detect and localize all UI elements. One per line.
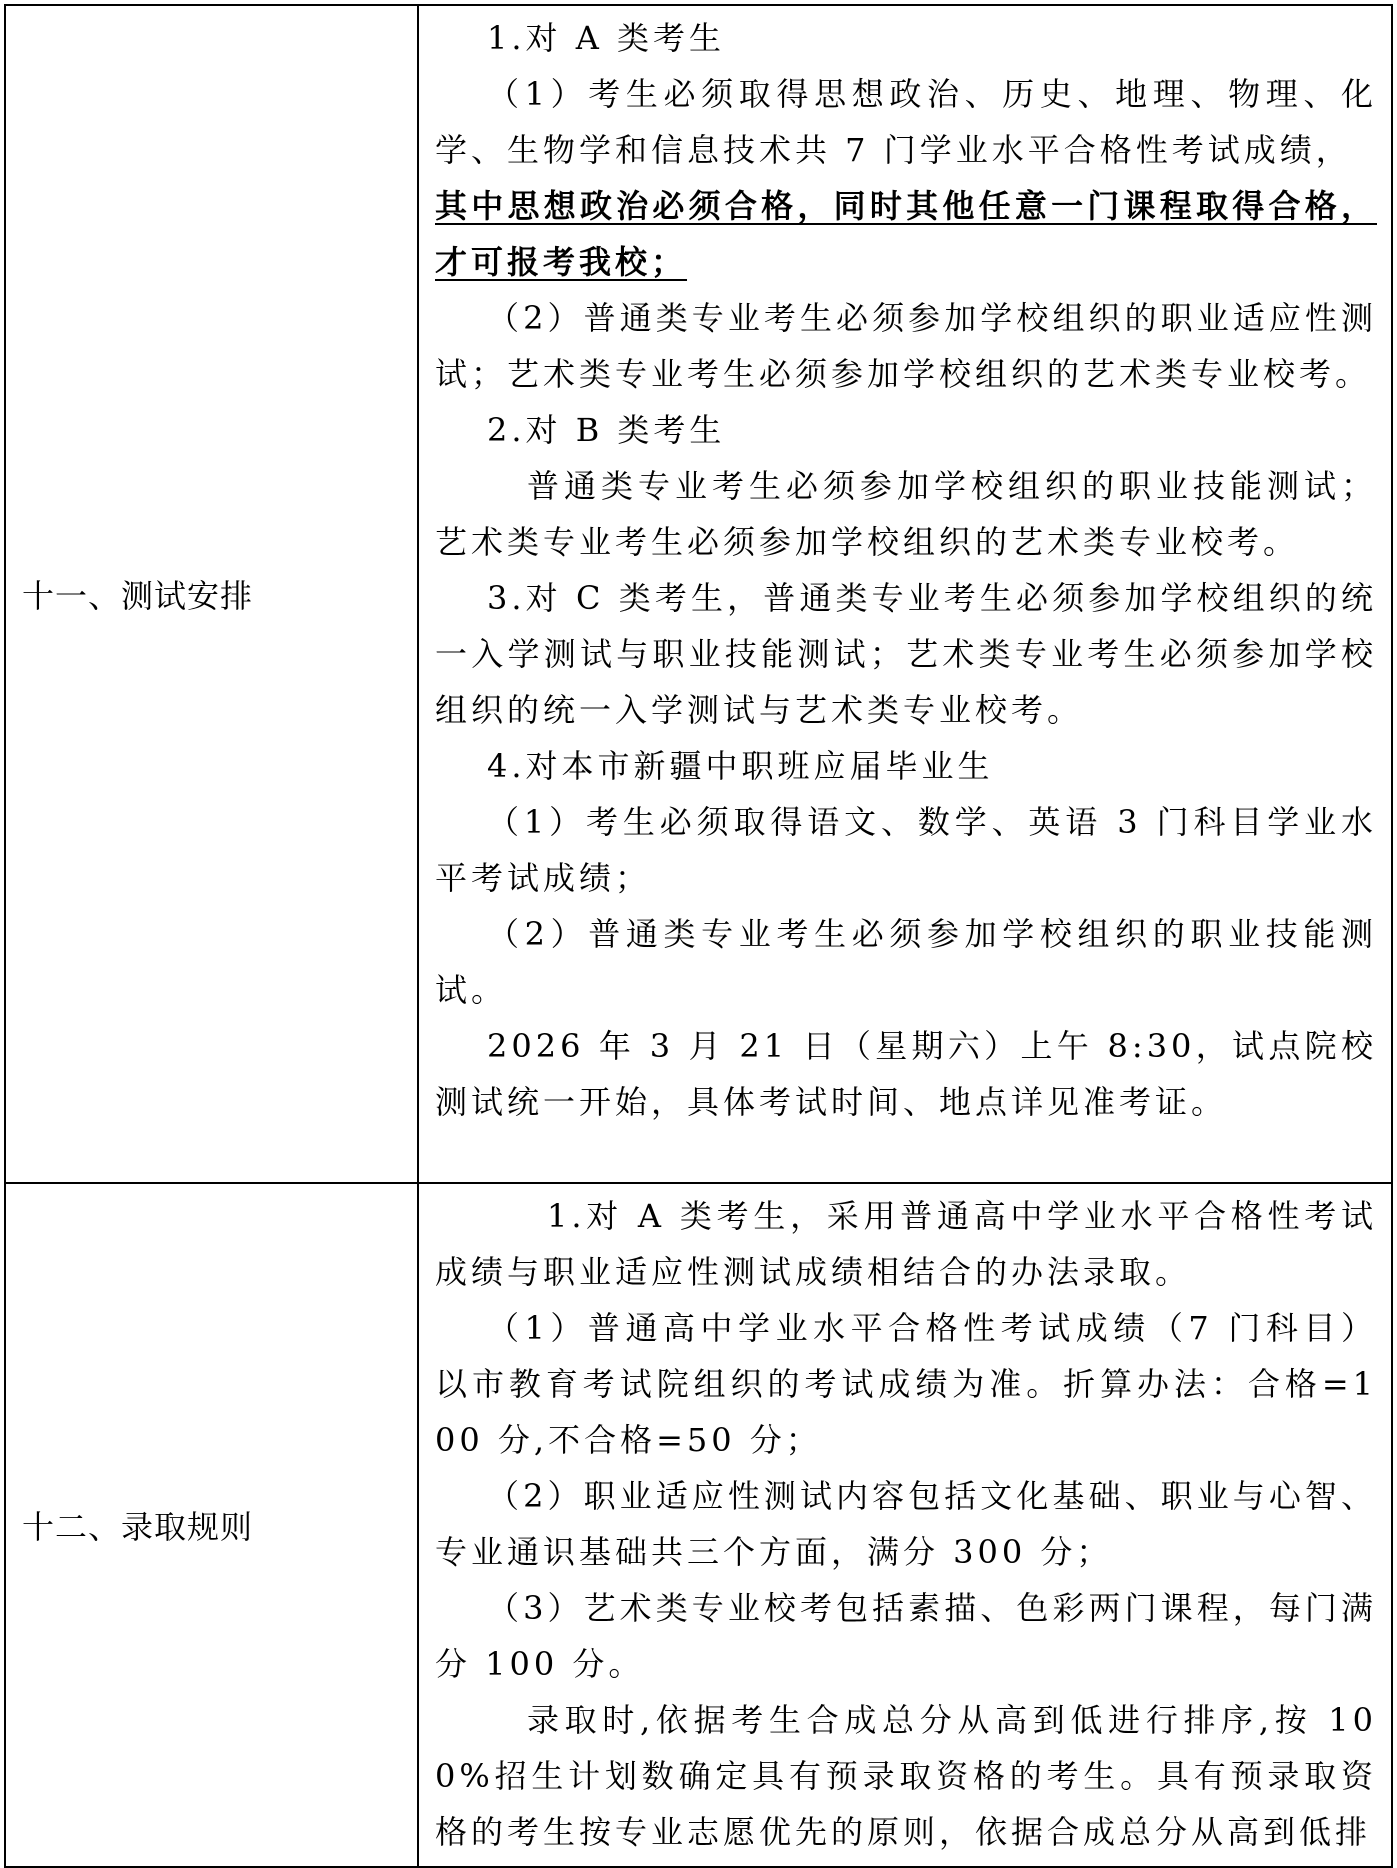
paragraph: （1）考生必须取得语文、数学、英语 3 门科目学业水平考试成绩；	[435, 803, 1377, 897]
paragraph: 普通类专业考生必须参加学校组织的职业技能测试；艺术类专业考生必须参加学校组织的艺术类专业校考。	[435, 467, 1377, 561]
table-row	[5, 5, 1392, 1183]
paragraph: （2）普通类专业考生必须参加学校组织的职业技能测试。	[435, 915, 1377, 1009]
paragraph: 2026 年 3 月 21 日（星期六）上午 8:30，试点院校测试统一开始，具体考试时间、地点详见准考证。	[435, 1027, 1377, 1121]
paragraph: 3.对 C 类考生，普通类专业考生必须参加学校组织的统一入学测试与职业技能测试；艺术类专业考生必须参加学校组织的统一入学测试与艺术类专业校考。	[435, 579, 1377, 729]
row-label-admission-rules: 十二、录取规则	[5, 1183, 418, 1867]
paragraph: 1.对 A 类考生	[487, 19, 725, 57]
row-label-test-arrangement: 十一、测试安排	[5, 5, 418, 1183]
paragraph: 录取时,依据考生合成总分从高到低进行排序,按 100%招生计划数确定具有预录取资格的考生。具有预录取资格的考生按专业志愿优先的原则，依据合成总分从高到低排	[435, 1701, 1377, 1851]
admission-rules-table	[4, 4, 1393, 1868]
row-content-test-arrangement	[418, 5, 1392, 1183]
paragraph: （1）考生必须取得思想政治、历史、地理、物理、化学、生物学和信息技术共 7 门学业水平合格性考试成绩，	[435, 75, 1377, 169]
row-content-admission-rules	[418, 1183, 1392, 1867]
paragraph: （1）普通高中学业水平合格性考试成绩（7 门科目）以市教育考试院组织的考试成绩为准。折算办法：合格=100 分,不合格=50 分；	[435, 1309, 1377, 1459]
paragraph: 1.对 A 类考生，采用普通高中学业水平合格性考试成绩与职业适应性测试成绩相结合的办法录取。	[435, 1197, 1377, 1291]
paragraph: （2）职业适应性测试内容包括文化基础、职业与心智、专业通识基础共三个方面，满分 300 分；	[435, 1477, 1377, 1571]
table-row	[5, 1183, 1392, 1867]
paragraph: 4.对本市新疆中职班应届毕业生	[487, 747, 994, 785]
emphasized-paragraph: 其中思想政治必须合格，同时其他任意一门课程取得合格，才可报考我校；	[435, 187, 1377, 281]
paragraph: （3）艺术类专业校考包括素描、色彩两门课程，每门满分 100 分。	[435, 1589, 1377, 1683]
paragraph: （2）普通类专业考生必须参加学校组织的职业适应性测试；艺术类专业考生必须参加学校组织的艺术类专业校考。	[435, 299, 1377, 393]
paragraph: 2.对 B 类考生	[487, 411, 726, 449]
